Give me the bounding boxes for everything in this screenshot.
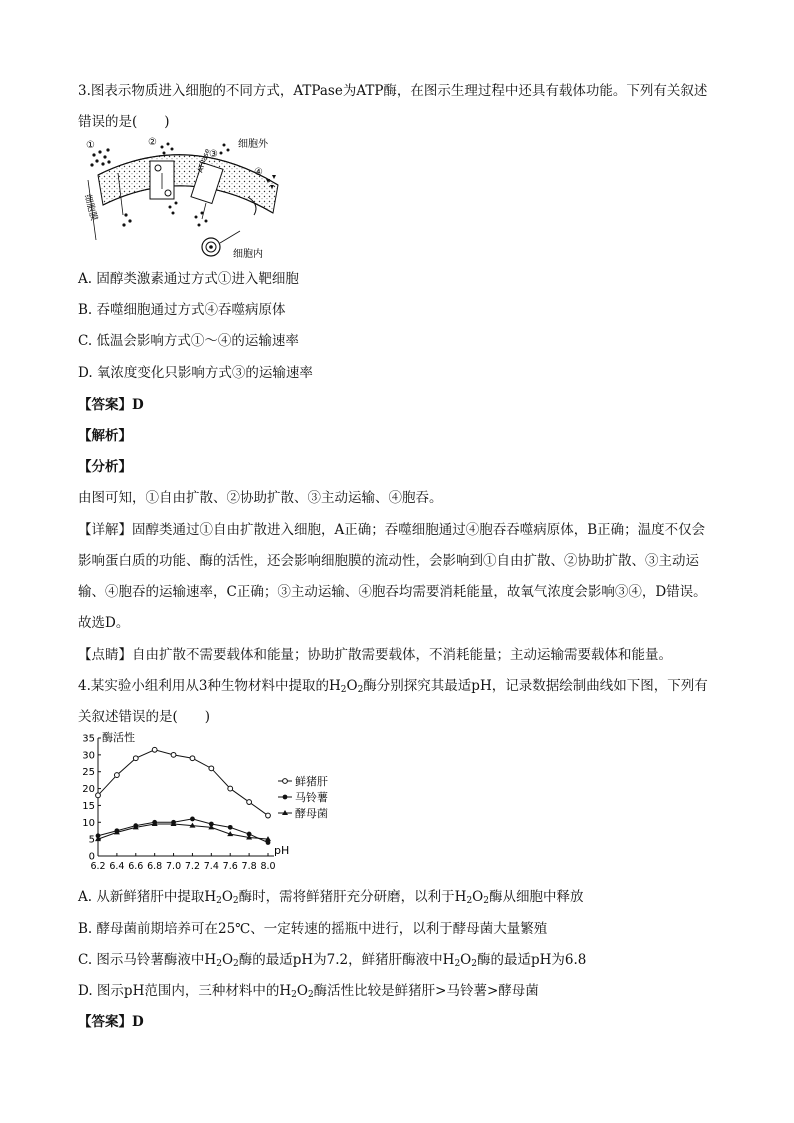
- x-tick-label: 7.4: [203, 861, 219, 872]
- q3-option-c: C. 低温会影响方式①～④的运输速率: [78, 333, 299, 349]
- x-tick-label: 7.0: [166, 861, 182, 872]
- x-axis-label: pH: [274, 844, 290, 857]
- legend-label: 鲜猪肝: [295, 775, 328, 788]
- y-tick-label: 15: [82, 800, 95, 812]
- membrane-label: 细胞膜: [81, 193, 99, 223]
- x-tick-label: 7.8: [241, 861, 257, 872]
- data-point: [96, 793, 101, 798]
- data-point: [114, 773, 119, 778]
- q3-stem-line2: 错误的是( ): [78, 114, 170, 130]
- q3-fenxi-heading: 【分析】: [78, 459, 132, 475]
- x-tick-label: 6.6: [128, 861, 144, 872]
- data-point: [209, 766, 214, 771]
- y-tick-label: 10: [82, 817, 95, 829]
- x-tick-label: 8.0: [260, 861, 276, 872]
- y-tick-label: 5: [88, 834, 95, 846]
- q3-detail-line1: 【详解】固醇类通过①自由扩散进入细胞，A正确；吞噬细胞通过④胞吞吞噬病原体，B正确；温度不仅会: [78, 522, 706, 538]
- x-tick-label: 6.2: [90, 861, 106, 872]
- x-tick-label: 6.4: [109, 861, 125, 872]
- x-tick-label: 7.2: [184, 861, 200, 872]
- y-axis-label: 酶活性: [102, 731, 135, 744]
- marker-4: ④: [254, 167, 263, 178]
- q3-conclusion: 故选D。: [78, 615, 130, 631]
- data-point: [190, 756, 195, 761]
- data-point: [171, 752, 176, 757]
- data-point: [283, 795, 288, 800]
- legend-label: 马铃薯: [295, 791, 328, 804]
- y-tick-label: 0: [88, 851, 95, 863]
- marker-2: ②: [148, 137, 157, 148]
- data-point: [228, 825, 233, 830]
- q3-detail-line2: 影响蛋白质的功能、酶的活性，还会影响细胞膜的流动性，会影响到①自由扩散、②协助扩散、③主动运: [78, 553, 699, 569]
- q4-answer: 【答案】D: [78, 1014, 144, 1030]
- q4-stem-line1: 4.某实验小组利用从3种生物材料中提取的$H_2O_2$酶分别探究其最适pH，记录数据绘制曲线如下图，下列有: [78, 678, 708, 695]
- q3-analysis-heading: 【解析】: [78, 428, 132, 444]
- q3-option-b: B. 吞噬细胞通过方式④吞噬病原体: [78, 302, 286, 318]
- data-point: [283, 779, 288, 784]
- y-tick-label: 35: [82, 733, 95, 745]
- inside-label: 细胞内: [233, 249, 263, 260]
- q3-stem-line1: 3.图表示物质进入细胞的不同方式，ATPase为ATP酶，在图示生理过程中还具有载体功能。下列有关叙述: [78, 83, 708, 99]
- data-point: [247, 800, 252, 805]
- outside-label: 细胞外: [238, 139, 268, 150]
- q3-detail-line3: 输、④胞吞的运输速率，C正确；③主动运输、④胞吞均需要消耗能量，故氧气浓度会影响③④，D错误。: [78, 584, 707, 600]
- y-tick-label: 20: [82, 784, 95, 796]
- data-point: [190, 817, 195, 822]
- q3-fenxi-text: 由图可知，①自由扩散、②协助扩散、③主动运输、④胞吞。: [78, 490, 443, 506]
- x-tick-label: 7.6: [222, 861, 238, 872]
- q3-membrane-figure: [78, 135, 300, 263]
- q3-option-a: A. 固醇类激素通过方式①进入靶细胞: [78, 271, 299, 287]
- x-tick-label: 6.8: [147, 861, 163, 872]
- q4-enzyme-activity-chart: [80, 728, 340, 878]
- y-tick-label: 25: [82, 767, 95, 779]
- legend-label: 酵母菌: [295, 807, 328, 820]
- q3-answer: 【答案】D: [78, 397, 144, 413]
- q3-tip: 【点睛】自由扩散不需要载体和能量；协助扩散需要载体，不消耗能量；主动运输需要载体和能量。: [78, 647, 672, 663]
- data-point: [152, 747, 157, 752]
- atpase-label: ATPase: [196, 147, 212, 174]
- data-point: [228, 786, 233, 791]
- series-line: [98, 750, 268, 816]
- data-point: [266, 813, 271, 818]
- q4-option-c: C. 图示马铃薯酶液中$H_2O_2$酶的最适pH为7.2，鲜猪肝酶液中$H_2O_2$酶的最适pH为6.8: [78, 952, 587, 969]
- data-point: [133, 756, 138, 761]
- q3-option-d: D. 氧浓度变化只影响方式③的运输速率: [78, 365, 313, 381]
- q4-option-b: B. 酵母菌前期培养可在25℃、一定转速的摇瓶中进行，以利于酵母菌大量繁殖: [78, 921, 548, 937]
- marker-1: ①: [86, 140, 95, 151]
- q4-option-d: D. 图示pH范围内，三种材料中的$H_2O_2$酶活性比较是鲜猪肝>马铃薯>酵母菌: [78, 983, 539, 1000]
- y-tick-label: 30: [82, 750, 95, 762]
- q4-option-a: A. 从新鲜猪肝中提取$H_2O_2$酶时，需将鲜猪肝充分研磨，以利于$H_2O_2$酶从细胞中释放: [78, 889, 584, 906]
- marker-3: ③: [209, 149, 218, 160]
- q4-stem-line2: 关叙述错误的是( ): [78, 709, 211, 725]
